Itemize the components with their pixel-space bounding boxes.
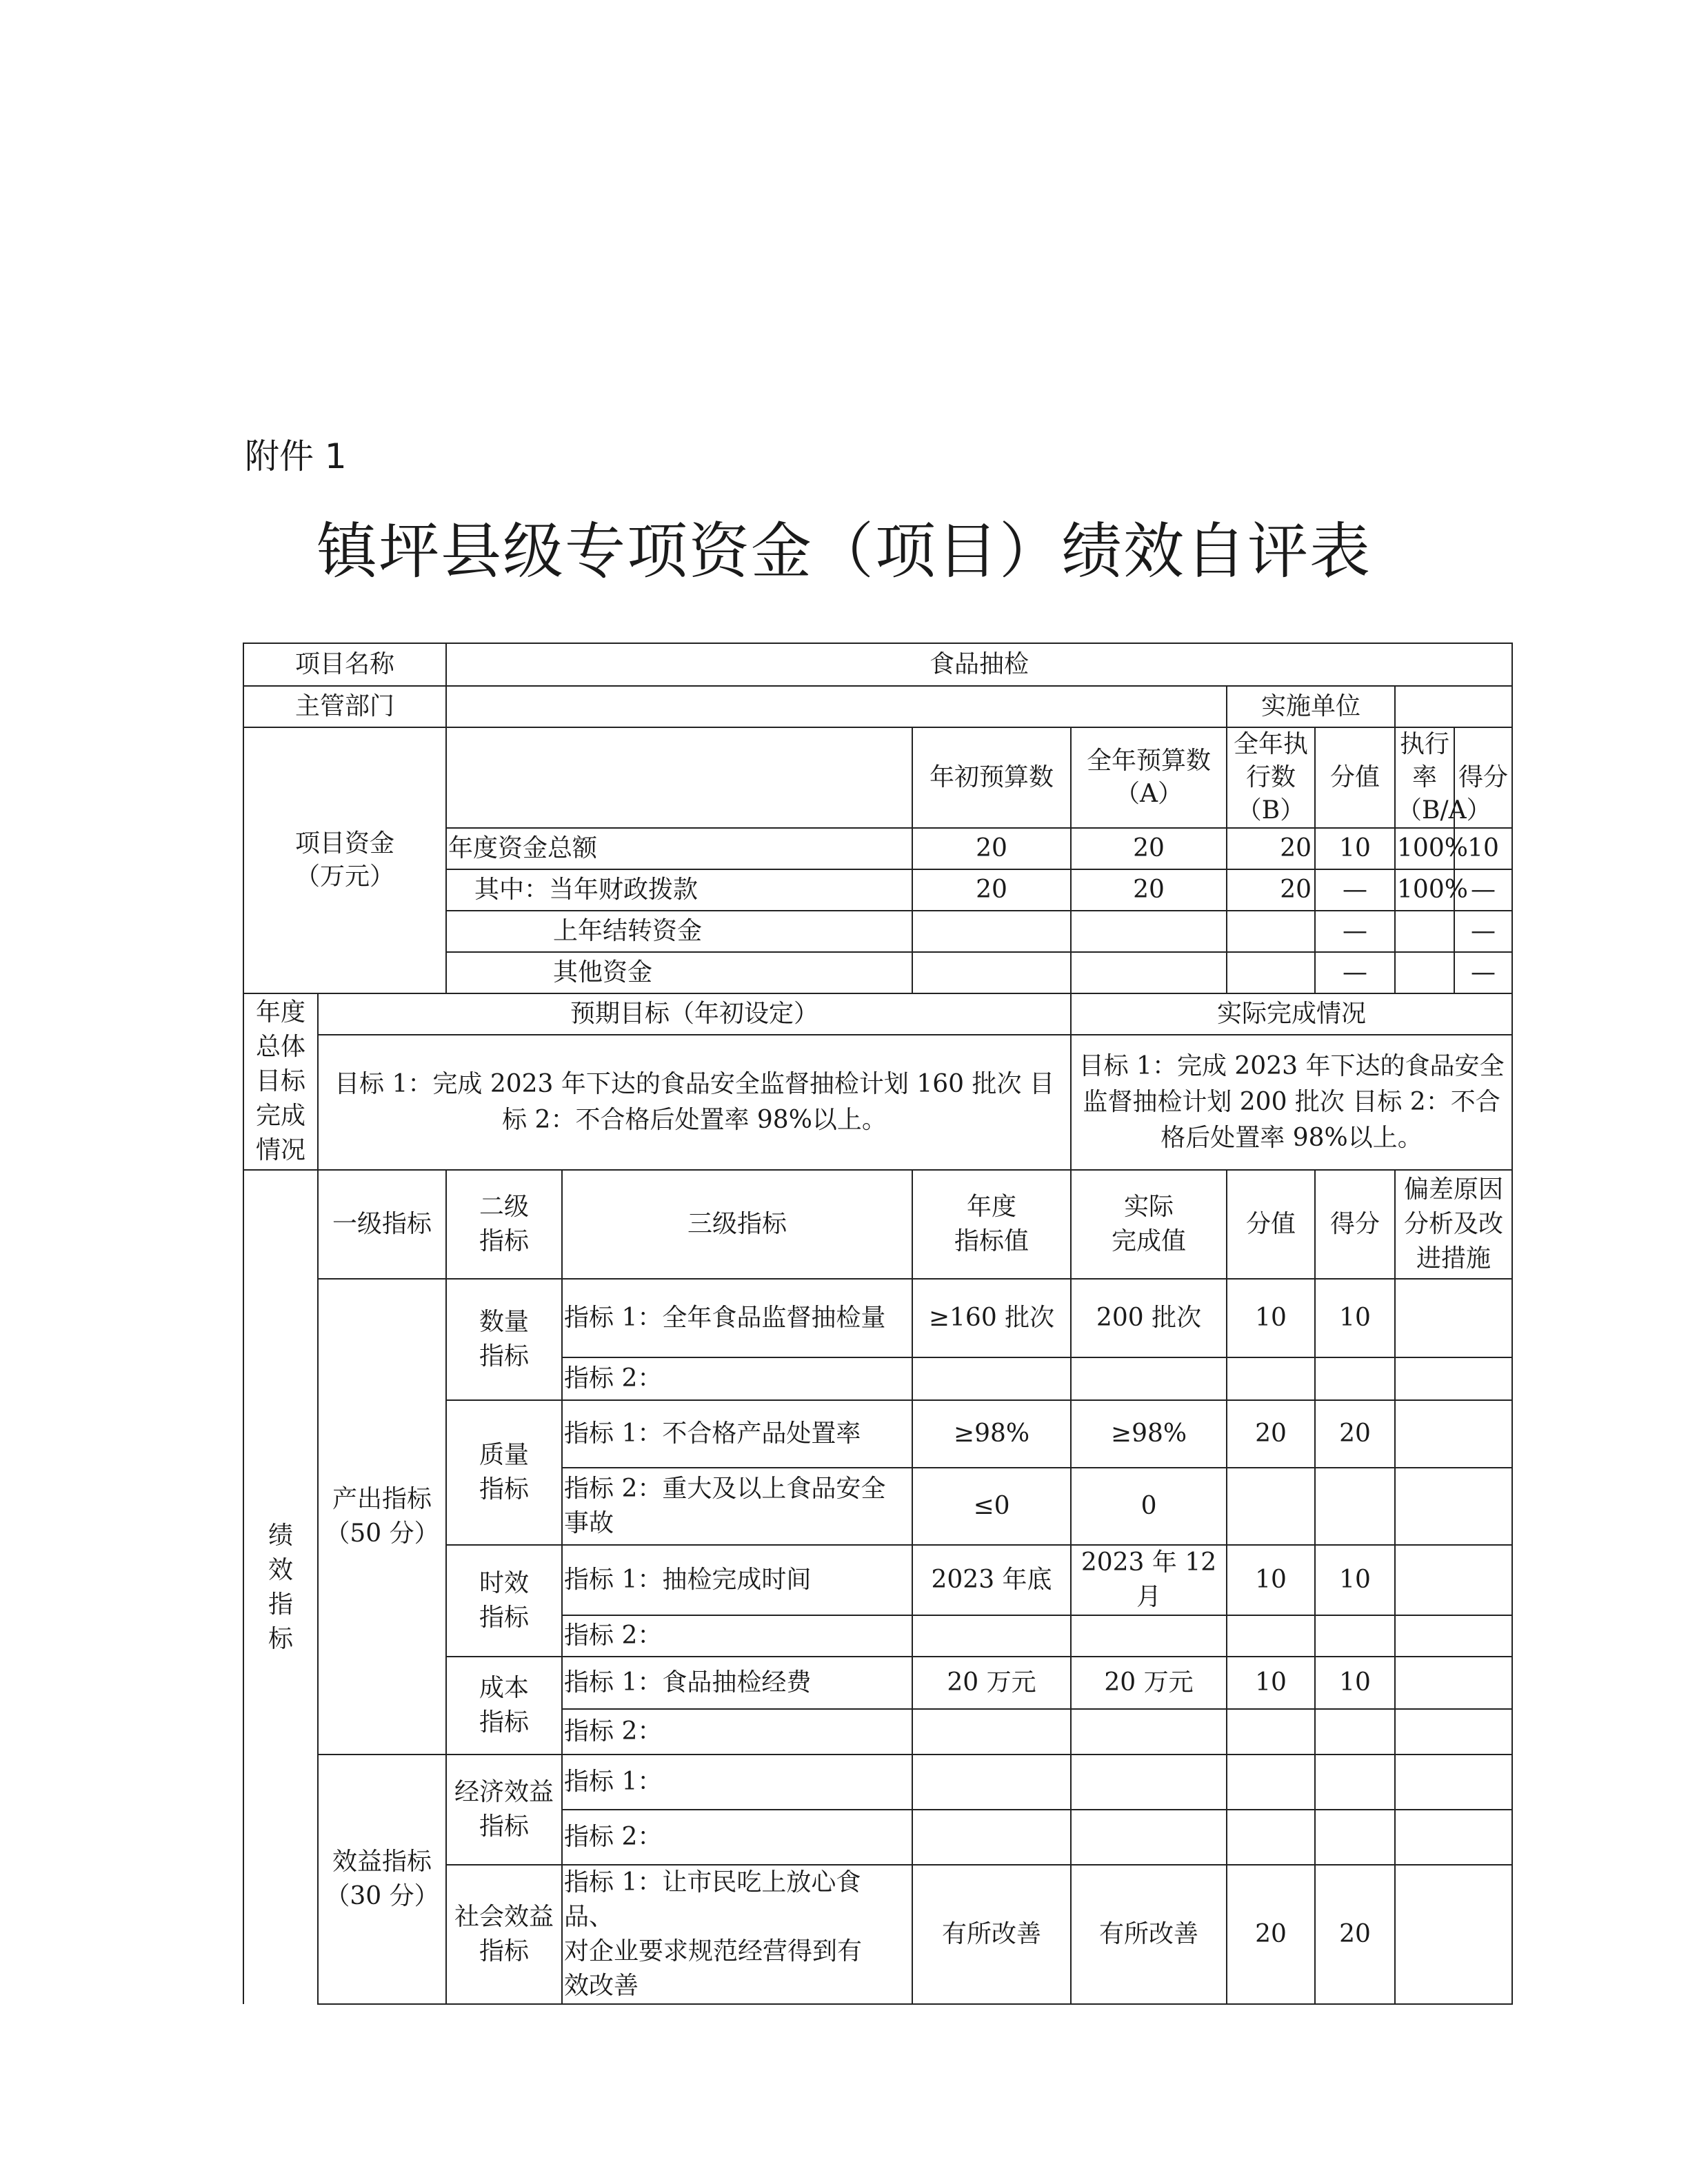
col-initial-budget: 年初预算数 bbox=[912, 727, 1071, 828]
col-level2-l2: 指标 bbox=[479, 1227, 530, 1255]
indicator-name-line: 指标 2：重大及以上食品安全 bbox=[564, 1475, 886, 1503]
quantity-indicator-label bbox=[446, 1279, 562, 1400]
output-label-l1: 产出指标 bbox=[332, 1485, 432, 1513]
indicator-target: 20 万元 bbox=[912, 1657, 1071, 1709]
funds-row-initial: 20 bbox=[912, 828, 1071, 869]
indicator-value: 20 bbox=[1227, 1400, 1315, 1468]
funds-row-name: 其他资金 bbox=[446, 952, 912, 993]
indicator-actual bbox=[1071, 1755, 1227, 1810]
indicator-name: 指标 1：不合格产品处置率 bbox=[562, 1400, 912, 1468]
indicator-target bbox=[912, 1615, 1071, 1657]
indicator-name-line: 效改善 bbox=[564, 1972, 639, 2000]
side-label-char: 指 bbox=[268, 1590, 293, 1619]
indicator-value bbox=[1227, 1755, 1315, 1810]
funds-row-rate: 100% bbox=[1395, 828, 1454, 869]
output-indicator-label bbox=[318, 1279, 446, 1755]
quantity-label-l2: 指标 bbox=[479, 1342, 530, 1371]
quantity-label-l1: 数量 bbox=[479, 1308, 530, 1336]
indicator-name-line: 事故 bbox=[564, 1509, 614, 1537]
col-exec-rate-l2: （B/A） bbox=[1397, 796, 1491, 825]
indicator-score bbox=[1315, 1615, 1395, 1657]
indicator-score bbox=[1315, 1357, 1395, 1400]
col-annual-budget-l1: 全年预算数 bbox=[1087, 747, 1212, 775]
indicator-name bbox=[562, 1865, 912, 2004]
actual-goal-line: 目标 1：完成 2023 年下达的食品安全 bbox=[1078, 1052, 1505, 1080]
indicator-value bbox=[1227, 1357, 1315, 1400]
cost-label-l2: 指标 bbox=[479, 1708, 530, 1737]
expected-goal-line: 标 2：不合格后处置率 98%以上。 bbox=[502, 1106, 887, 1134]
indicators-side-label bbox=[243, 1170, 318, 2004]
social-label-l2: 指标 bbox=[479, 1937, 530, 1965]
col-annual-budget bbox=[1071, 727, 1227, 828]
indicator-value bbox=[1227, 1615, 1315, 1657]
side-label-char: 效 bbox=[268, 1555, 293, 1584]
goals-label-line: 情况 bbox=[255, 1136, 305, 1164]
indicator-actual: 20 万元 bbox=[1071, 1657, 1227, 1709]
indicator-score bbox=[1315, 1709, 1395, 1755]
indicator-actual: 2023 年 12 月 bbox=[1071, 1545, 1227, 1615]
indicator-target bbox=[912, 1810, 1071, 1865]
indicator-score: 10 bbox=[1315, 1545, 1395, 1615]
funds-row-name: 年度资金总额 bbox=[446, 828, 912, 869]
indicator-deviation bbox=[1395, 1357, 1512, 1400]
impl-unit-label: 实施单位 bbox=[1227, 686, 1395, 727]
indicator-deviation bbox=[1395, 1279, 1512, 1357]
goals-label bbox=[243, 993, 318, 1170]
indicator-target: ≤0 bbox=[912, 1468, 1071, 1545]
col-score-value: 分值 bbox=[1315, 727, 1395, 828]
indicator-deviation bbox=[1395, 1615, 1512, 1657]
indicator-name: 指标 1：全年食品监督抽检量 bbox=[562, 1279, 912, 1357]
indicator-deviation bbox=[1395, 1657, 1512, 1709]
col-annual-exec-l1: 全年执行数 bbox=[1234, 730, 1309, 791]
attachment-label: 附件 1 bbox=[245, 436, 347, 476]
output-label-l2: （50 分） bbox=[325, 1519, 439, 1548]
funds-row-annual: 20 bbox=[1071, 828, 1227, 869]
actual-goal-text bbox=[1071, 1035, 1512, 1170]
quality-label-l1: 质量 bbox=[479, 1441, 530, 1469]
col-level2-l1: 二级 bbox=[479, 1193, 530, 1221]
indicator-value bbox=[1227, 1810, 1315, 1865]
indicator-score bbox=[1315, 1810, 1395, 1865]
funds-row-initial: 20 bbox=[912, 869, 1071, 911]
actual-goal-header: 实际完成情况 bbox=[1071, 993, 1512, 1035]
col-target-l2: 指标值 bbox=[954, 1227, 1029, 1255]
benefit-label-l2: （30 分） bbox=[325, 1882, 439, 1910]
actual-goal-line: 格后处置率 98%以上。 bbox=[1160, 1124, 1423, 1152]
col-actual bbox=[1071, 1170, 1227, 1279]
funds-row-annual: 20 bbox=[1071, 869, 1227, 911]
timeliness-label-l1: 时效 bbox=[479, 1569, 530, 1597]
project-name-value: 食品抽检 bbox=[446, 643, 1512, 686]
indicator-deviation bbox=[1395, 1400, 1512, 1468]
indicator-name: 指标 1：抽检完成时间 bbox=[562, 1545, 912, 1615]
indicator-target bbox=[912, 1357, 1071, 1400]
quality-label-l2: 指标 bbox=[479, 1475, 530, 1504]
expected-goal-header: 预期目标（年初设定） bbox=[318, 993, 1071, 1035]
funds-row-exec bbox=[1227, 911, 1315, 952]
col-value: 分值 bbox=[1227, 1170, 1315, 1279]
col-score: 得分 bbox=[1315, 1170, 1395, 1279]
indicator-actual: 0 bbox=[1071, 1468, 1227, 1545]
indicator-score: 10 bbox=[1315, 1657, 1395, 1709]
funds-row-name: 上年结转资金 bbox=[446, 911, 912, 952]
economic-indicator-label bbox=[446, 1755, 562, 1865]
indicator-target: 有所改善 bbox=[912, 1865, 1071, 2004]
indicator-name: 指标 2： bbox=[562, 1615, 912, 1657]
indicator-actual bbox=[1071, 1357, 1227, 1400]
indicator-name: 指标 1：食品抽检经费 bbox=[562, 1657, 912, 1709]
col-score: 得分 bbox=[1454, 727, 1512, 828]
funds-row-initial bbox=[912, 952, 1071, 993]
goals-label-line: 目标 bbox=[255, 1067, 305, 1095]
funds-row-value: 10 bbox=[1315, 828, 1395, 869]
col-annual-exec bbox=[1227, 727, 1315, 828]
funds-row-score: — bbox=[1454, 869, 1512, 911]
indicator-score bbox=[1315, 1755, 1395, 1810]
social-indicator-label bbox=[446, 1865, 562, 2004]
cost-label-l1: 成本 bbox=[479, 1674, 530, 1702]
funds-row-exec: 20 bbox=[1227, 828, 1315, 869]
actual-goal-line: 监督抽检计划 200 批次 目标 2：不合 bbox=[1083, 1088, 1500, 1116]
indicator-target: ≥98% bbox=[912, 1400, 1071, 1468]
funds-row-annual bbox=[1071, 952, 1227, 993]
col-deviation-l3: 进措施 bbox=[1416, 1244, 1491, 1273]
indicator-deviation bbox=[1395, 1709, 1512, 1755]
funds-label bbox=[243, 727, 446, 993]
indicator-name: 指标 2： bbox=[562, 1709, 912, 1755]
col-actual-l1: 实际 bbox=[1124, 1193, 1174, 1221]
benefit-label-l1: 效益指标 bbox=[332, 1848, 432, 1876]
indicator-actual: 有所改善 bbox=[1071, 1865, 1227, 2004]
impl-unit-value bbox=[1395, 686, 1512, 727]
indicator-actual bbox=[1071, 1709, 1227, 1755]
indicator-name: 指标 2： bbox=[562, 1357, 912, 1400]
indicator-actual: ≥98% bbox=[1071, 1400, 1227, 1468]
indicator-name: 指标 2： bbox=[562, 1810, 912, 1865]
col-annual-exec-l2: （B） bbox=[1236, 796, 1305, 825]
funds-row-annual bbox=[1071, 911, 1227, 952]
col-actual-l2: 完成值 bbox=[1112, 1227, 1187, 1255]
timeliness-indicator-label bbox=[446, 1545, 562, 1657]
dept-value bbox=[446, 686, 1227, 727]
funds-row-exec: 20 bbox=[1227, 869, 1315, 911]
indicator-name-line: 指标 1：让市民吃上放心食品、 bbox=[564, 1868, 861, 1931]
goals-label-line: 总体 bbox=[255, 1033, 305, 1061]
funds-row-name: 其中：当年财政拨款 bbox=[446, 869, 912, 911]
side-label-char: 标 bbox=[268, 1624, 293, 1653]
indicator-deviation bbox=[1395, 1865, 1512, 2004]
indicator-score: 20 bbox=[1315, 1400, 1395, 1468]
social-label-l1: 社会效益 bbox=[454, 1903, 554, 1931]
evaluation-table bbox=[243, 643, 1511, 2000]
expected-goal-text bbox=[318, 1035, 1071, 1170]
indicator-deviation bbox=[1395, 1810, 1512, 1865]
indicator-target bbox=[912, 1709, 1071, 1755]
col-exec-rate-l1: 执行率 bbox=[1400, 730, 1450, 791]
funds-label-line1: 项目资金 bbox=[295, 829, 395, 858]
funds-corner bbox=[446, 727, 912, 828]
indicator-value: 20 bbox=[1227, 1865, 1315, 2004]
indicator-deviation bbox=[1395, 1545, 1512, 1615]
col-deviation-l2: 分析及改 bbox=[1404, 1210, 1504, 1238]
funds-row-score: — bbox=[1454, 952, 1512, 993]
funds-row-score: — bbox=[1454, 911, 1512, 952]
indicator-value: 10 bbox=[1227, 1545, 1315, 1615]
cost-indicator-label bbox=[446, 1657, 562, 1755]
expected-goal-line: 目标 1：完成 2023 年下达的食品安全监督抽检计划 160 批次 目 bbox=[334, 1070, 1054, 1098]
quality-indicator-label bbox=[446, 1400, 562, 1545]
indicator-target: ≥160 批次 bbox=[912, 1279, 1071, 1357]
indicator-name: 指标 1： bbox=[562, 1755, 912, 1810]
page-title: 镇坪县级专项资金（项目）绩效自评表 bbox=[316, 516, 1372, 587]
col-deviation-l1: 偏差原因 bbox=[1404, 1175, 1504, 1204]
goals-label-line: 完成 bbox=[255, 1102, 305, 1130]
funds-row-initial bbox=[912, 911, 1071, 952]
funds-row-value: — bbox=[1315, 952, 1395, 993]
indicator-deviation bbox=[1395, 1755, 1512, 1810]
indicator-actual bbox=[1071, 1615, 1227, 1657]
col-level2 bbox=[446, 1170, 562, 1279]
benefit-indicator-label bbox=[318, 1755, 446, 2004]
indicator-actual bbox=[1071, 1810, 1227, 1865]
funds-row-rate bbox=[1395, 911, 1454, 952]
dept-label: 主管部门 bbox=[243, 686, 446, 727]
col-target bbox=[912, 1170, 1071, 1279]
timeliness-label-l2: 指标 bbox=[479, 1604, 530, 1632]
indicator-score bbox=[1315, 1468, 1395, 1545]
col-target-l1: 年度 bbox=[967, 1193, 1017, 1221]
indicator-value bbox=[1227, 1468, 1315, 1545]
funds-label-line2: （万元） bbox=[295, 862, 395, 891]
indicator-value: 10 bbox=[1227, 1657, 1315, 1709]
funds-row-score: 10 bbox=[1454, 828, 1512, 869]
indicator-score: 10 bbox=[1315, 1279, 1395, 1357]
funds-row-rate bbox=[1395, 952, 1454, 993]
col-deviation bbox=[1395, 1170, 1512, 1279]
funds-row-value: — bbox=[1315, 911, 1395, 952]
funds-row-exec bbox=[1227, 952, 1315, 993]
project-name-label: 项目名称 bbox=[243, 643, 446, 686]
indicator-score: 20 bbox=[1315, 1865, 1395, 2004]
col-level1: 一级指标 bbox=[318, 1170, 446, 1279]
indicator-target bbox=[912, 1755, 1071, 1810]
goals-label-line: 年度 bbox=[255, 998, 305, 1027]
indicator-target: 2023 年底 bbox=[912, 1545, 1071, 1615]
indicator-name-line: 对企业要求规范经营得到有 bbox=[564, 1937, 863, 1965]
indicator-deviation bbox=[1395, 1468, 1512, 1545]
side-label-char: 绩 bbox=[268, 1521, 293, 1550]
economic-label-l1: 经济效益 bbox=[454, 1778, 554, 1806]
funds-row-value: — bbox=[1315, 869, 1395, 911]
indicator-actual: 200 批次 bbox=[1071, 1279, 1227, 1357]
col-annual-budget-l2: （A） bbox=[1115, 780, 1183, 808]
indicator-value: 10 bbox=[1227, 1279, 1315, 1357]
col-level3: 三级指标 bbox=[562, 1170, 912, 1279]
indicator-name bbox=[562, 1468, 912, 1545]
funds-row-rate: 100% bbox=[1395, 869, 1454, 911]
economic-label-l2: 指标 bbox=[479, 1812, 530, 1841]
indicator-value bbox=[1227, 1709, 1315, 1755]
